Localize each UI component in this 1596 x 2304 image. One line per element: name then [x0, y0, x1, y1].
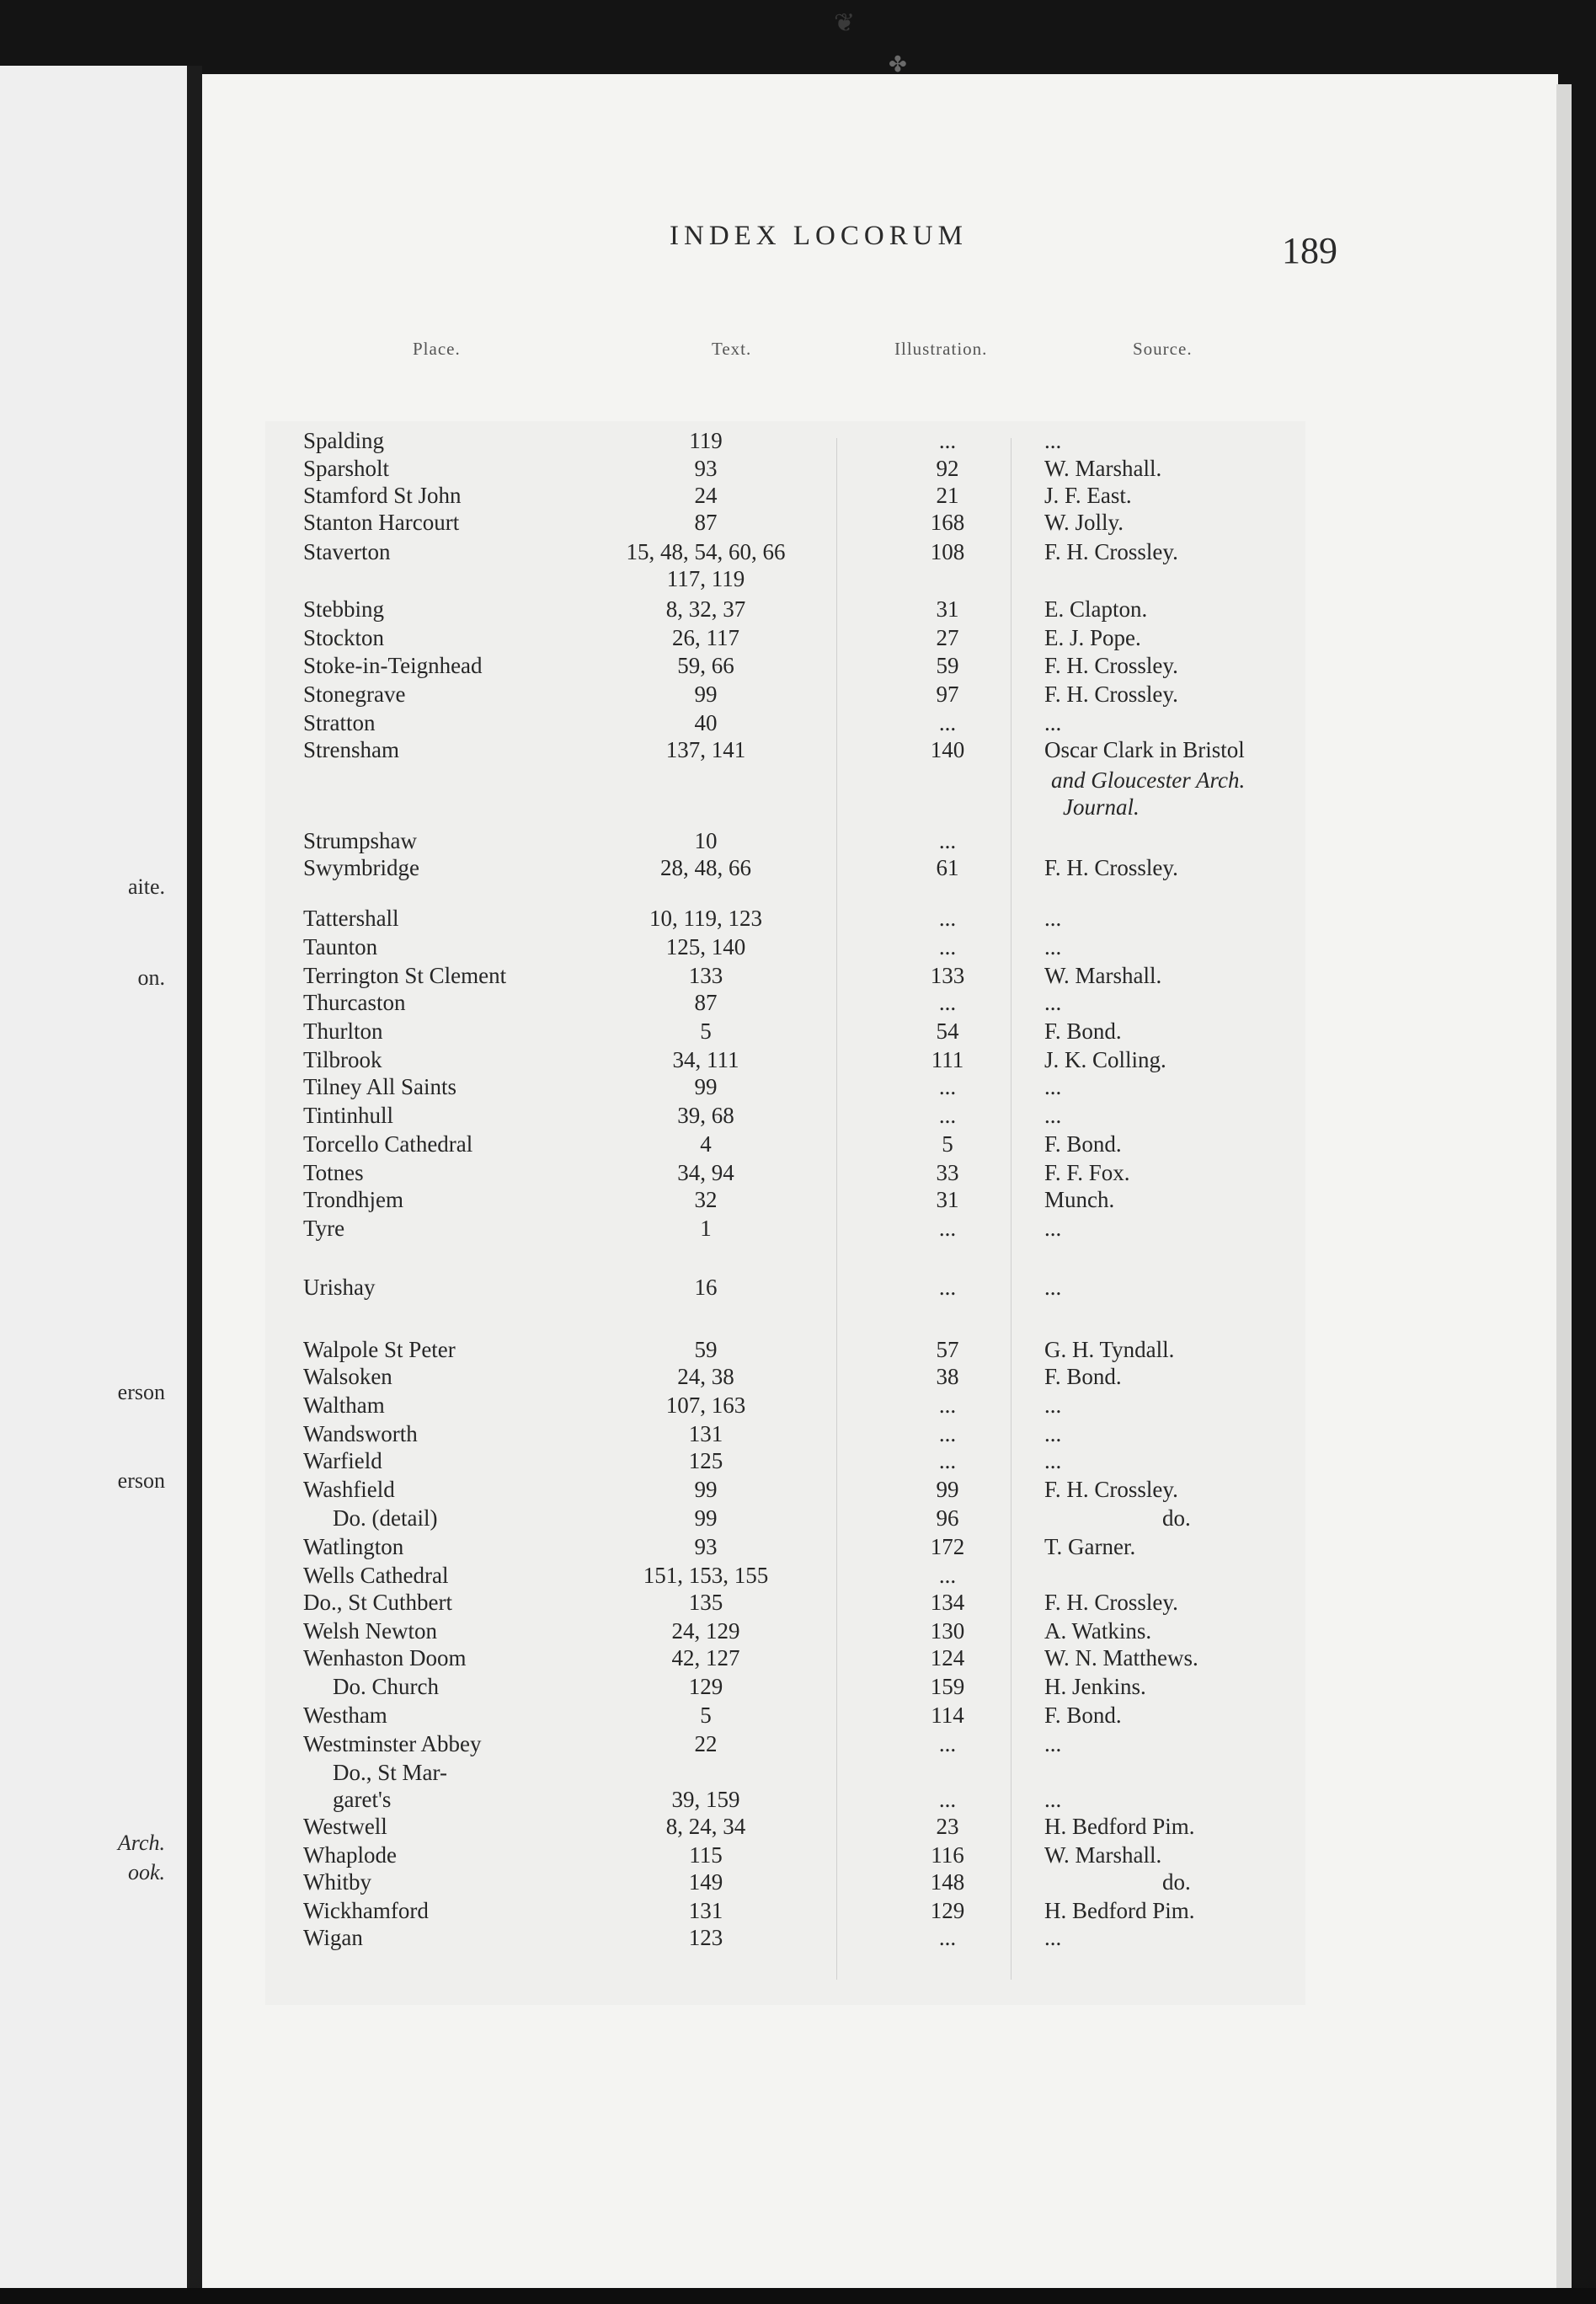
entry-text-pages: 59	[694, 1337, 718, 1362]
entry-place: Tyre	[303, 1216, 345, 1241]
entry-place: Taunton	[303, 934, 378, 960]
index-entry	[0, 1784, 1596, 1815]
entry-place: garet's	[333, 1787, 392, 1812]
entry-illustration-page: 38	[936, 1364, 959, 1389]
entry-place: Do., St Cuthbert	[303, 1590, 453, 1615]
entry-source: ...	[1044, 990, 1062, 1015]
entry-source: W. Jolly.	[1044, 510, 1124, 535]
entry-place: Stebbing	[303, 596, 385, 622]
entry-text-pages: 26, 117	[672, 625, 739, 650]
entry-illustration-page: 21	[936, 483, 959, 508]
entry-place: Westwell	[303, 1814, 387, 1839]
entry-text-pages: 5	[700, 1018, 712, 1044]
entry-place: Thurcaston	[303, 990, 406, 1015]
entry-text-pages: 1	[700, 1216, 712, 1241]
index-entry	[0, 507, 1596, 537]
entry-place: Totnes	[303, 1160, 364, 1185]
entry-source: F. Bond.	[1044, 1131, 1122, 1157]
entry-text-pages: 125	[688, 1448, 723, 1473]
entry-source: ...	[1044, 906, 1062, 931]
entry-place: Watlington	[303, 1534, 404, 1559]
entry-text-pages: 135	[688, 1590, 723, 1615]
entry-illustration-page: ...	[938, 1563, 957, 1588]
entry-illustration-page: 97	[936, 682, 959, 707]
index-entry	[0, 679, 1596, 709]
entry-place: Strensham	[303, 737, 399, 762]
entry-text-pages: 137, 141	[665, 737, 746, 762]
entry-text-pages: 42, 127	[671, 1645, 740, 1671]
entry-source: H. Bedford Pim.	[1044, 1898, 1195, 1923]
entry-illustration-page: ...	[938, 1448, 957, 1473]
entry-illustration-page: ...	[938, 1787, 957, 1812]
entry-source: Oscar Clark in Bristol	[1044, 737, 1245, 762]
facing-page-fragment: Arch.	[117, 1831, 165, 1855]
entry-illustration-page: 108	[930, 539, 965, 564]
entry-illustration-page: 5	[942, 1131, 953, 1157]
entry-place: Stamford St John	[303, 483, 462, 508]
scan-speck: ❦	[834, 9, 856, 37]
entry-source: F. F. Fox.	[1044, 1160, 1130, 1185]
entry-illustration-page: ...	[938, 1275, 957, 1300]
entry-illustration-page: 159	[930, 1674, 965, 1699]
index-entry	[0, 1129, 1596, 1159]
entry-place: Tilbrook	[303, 1047, 382, 1072]
entry-source: J. K. Colling.	[1044, 1047, 1166, 1072]
entry-source: ...	[1044, 1731, 1062, 1756]
entry-source: ...	[1044, 710, 1062, 735]
entry-illustration-page: 114	[931, 1703, 964, 1728]
entry-place: Westminster Abbey	[303, 1731, 482, 1756]
entry-text-pages: 131	[688, 1421, 723, 1446]
entry-place: Sparsholt	[303, 456, 390, 481]
index-entry	[0, 792, 1596, 822]
entry-place: Warfield	[303, 1448, 382, 1473]
entry-text-pages: 5	[700, 1703, 712, 1728]
entry-source: W. N. Matthews.	[1044, 1645, 1198, 1671]
entry-illustration-page: 111	[931, 1047, 964, 1072]
entry-text-pages: 34, 111	[672, 1047, 739, 1072]
scan-border	[0, 2288, 1596, 2304]
entry-illustration-page: ...	[938, 934, 957, 960]
entry-illustration-page: ...	[938, 710, 957, 735]
entry-illustration-page: 61	[936, 855, 959, 880]
entry-illustration-page: 172	[930, 1534, 965, 1559]
index-entry	[0, 1729, 1596, 1759]
entry-text-pages: 24	[694, 483, 718, 508]
entry-text-pages: 39, 68	[677, 1103, 734, 1128]
index-entry	[0, 1757, 1596, 1788]
entry-place: Tattershall	[303, 906, 399, 931]
entry-text-pages: 10, 119, 123	[649, 906, 762, 931]
entry-illustration-page: 124	[930, 1645, 965, 1671]
entry-illustration-page: ...	[938, 828, 957, 853]
entry-source: F. Bond.	[1044, 1703, 1122, 1728]
index-entry	[0, 1184, 1596, 1215]
entry-source: ...	[1044, 1275, 1062, 1300]
entry-text-pages: 107, 163	[665, 1393, 746, 1418]
entry-place: Terrington St Clement	[303, 963, 507, 988]
index-entry	[0, 425, 1596, 456]
index-entry	[0, 765, 1596, 795]
index-entry	[0, 1213, 1596, 1243]
entry-place: Welsh Newton	[303, 1618, 438, 1644]
index-entry	[0, 1587, 1596, 1617]
scan-speck: ✤	[889, 52, 907, 77]
entry-illustration-page: 148	[930, 1869, 965, 1895]
entry-source: A. Watkins.	[1044, 1618, 1152, 1644]
entry-source: ...	[1044, 1448, 1062, 1473]
entry-text-pages: 115	[689, 1842, 723, 1868]
entry-source: ...	[1044, 1074, 1062, 1099]
index-entry	[0, 1922, 1596, 1953]
entry-text-pages: 133	[688, 963, 723, 988]
entry-illustration-page: 59	[936, 653, 959, 678]
entry-source: F. Bond.	[1044, 1364, 1122, 1389]
entry-illustration-page: ...	[938, 428, 957, 453]
entry-place: Stoke-in-Teignhead	[303, 653, 483, 678]
column-header-text: Text.	[712, 339, 752, 359]
entry-source: H. Bedford Pim.	[1044, 1814, 1195, 1839]
entry-illustration-page: 99	[936, 1477, 959, 1502]
entry-source: F. Bond.	[1044, 1018, 1122, 1044]
entry-source: ...	[1044, 934, 1062, 960]
entry-place: Do., St Mar-	[333, 1760, 447, 1785]
entry-illustration-page: ...	[938, 1731, 957, 1756]
index-entry	[0, 960, 1596, 991]
index-entry	[0, 650, 1596, 681]
entry-place: Stonegrave	[303, 682, 406, 707]
entry-illustration-page: 116	[931, 1842, 964, 1868]
index-entry	[0, 594, 1596, 624]
entry-text-pages: 22	[694, 1731, 718, 1756]
entry-illustration-page: ...	[938, 1393, 957, 1418]
entry-illustration-page: 31	[936, 596, 959, 622]
entry-place: Waltham	[303, 1393, 385, 1418]
entry-source: ...	[1044, 1421, 1062, 1446]
entry-illustration-page: 140	[930, 737, 965, 762]
index-entry	[0, 853, 1596, 883]
entry-place: Do. Church	[333, 1674, 439, 1699]
index-entry	[0, 826, 1596, 856]
entry-source: ...	[1044, 428, 1062, 453]
entry-source: Munch.	[1044, 1187, 1115, 1212]
entry-text-pages: 32	[694, 1187, 718, 1212]
entry-illustration-page: 168	[930, 510, 965, 535]
entry-illustration-page: 129	[930, 1898, 965, 1923]
entry-text-pages: 131	[688, 1898, 723, 1923]
entry-text-pages: 151, 153, 155	[643, 1563, 769, 1588]
facing-page-fragment: ook.	[127, 1860, 165, 1884]
index-entry	[0, 1503, 1596, 1533]
entry-text-pages: 24, 38	[677, 1364, 734, 1389]
index-entry	[0, 1532, 1596, 1562]
entry-place: Do. (detail)	[333, 1505, 438, 1531]
index-entry	[0, 735, 1596, 765]
facing-page-fragment: erson	[117, 1380, 165, 1404]
entry-text-pages: 40	[694, 710, 718, 735]
entry-source: ...	[1044, 1393, 1062, 1418]
entry-source: ...	[1044, 1925, 1062, 1950]
entry-source: ...	[1044, 1787, 1062, 1812]
column-header-illustration: Illustration.	[894, 339, 988, 359]
entry-text-pages: 99	[694, 1074, 718, 1099]
entry-text-pages: 16	[694, 1275, 718, 1300]
entry-source: F. H. Crossley.	[1044, 1590, 1178, 1615]
entry-illustration-page: 54	[936, 1018, 959, 1044]
entry-place: Wenhaston Doom	[303, 1645, 467, 1671]
entry-text-pages: 39, 159	[671, 1787, 740, 1812]
running-head: INDEX LOCORUM	[670, 221, 968, 251]
entry-text-pages: 123	[688, 1925, 723, 1950]
entry-text-pages: 8, 32, 37	[665, 596, 746, 622]
entry-place: Trondhjem	[303, 1187, 404, 1212]
entry-source: H. Jenkins.	[1044, 1674, 1146, 1699]
entry-place: Stockton	[303, 625, 385, 650]
entry-source: J. F. East.	[1044, 483, 1132, 508]
entry-place: Urishay	[303, 1275, 376, 1300]
entry-place: Walpole St Peter	[303, 1337, 456, 1362]
entry-text-pages: 59, 66	[677, 653, 734, 678]
entry-place: Tintinhull	[303, 1103, 394, 1128]
entry-source: F. H. Crossley.	[1044, 855, 1178, 880]
entry-illustration-page: ...	[938, 1421, 957, 1446]
entry-source: F. H. Crossley.	[1044, 539, 1178, 564]
entry-source: ...	[1044, 1216, 1062, 1241]
facing-page-fragment: on.	[137, 965, 165, 990]
entry-place: Wells Cathedral	[303, 1563, 449, 1588]
index-entry	[0, 1671, 1596, 1702]
entry-text-pages: 149	[688, 1869, 723, 1895]
index-entry	[0, 480, 1596, 511]
entry-place: Staverton	[303, 539, 391, 564]
entry-text-pages: 4	[700, 1131, 712, 1157]
entry-illustration-page: 92	[936, 456, 959, 481]
entry-source: F. H. Crossley.	[1044, 682, 1178, 707]
index-entry	[0, 1895, 1596, 1926]
entry-illustration-page: 31	[936, 1187, 959, 1212]
entry-text-pages: 15, 48, 54, 60, 66	[626, 539, 786, 564]
entry-text-pages: 99	[694, 1505, 718, 1531]
entry-place: Wigan	[303, 1925, 363, 1950]
facing-page-fragment: aite.	[127, 874, 165, 899]
index-entry	[0, 1811, 1596, 1842]
entry-illustration-page: ...	[938, 1074, 957, 1099]
entry-place: Torcello Cathedral	[303, 1131, 473, 1157]
entry-source: W. Marshall.	[1044, 456, 1162, 481]
index-entry	[0, 1867, 1596, 1897]
entry-place: Wandsworth	[303, 1421, 418, 1446]
entry-place: Washfield	[303, 1477, 395, 1502]
entry-text-pages: 117, 119	[666, 566, 745, 591]
index-entry	[0, 1560, 1596, 1590]
index-entry	[0, 1361, 1596, 1392]
index-entry	[0, 1643, 1596, 1673]
index-entry	[0, 1390, 1596, 1420]
index-entry	[0, 1334, 1596, 1365]
entry-text-pages: 99	[694, 682, 718, 707]
entry-illustration-page: 27	[936, 625, 959, 650]
entry-text-pages: 99	[694, 1477, 718, 1502]
entry-illustration-page: 23	[936, 1814, 959, 1839]
entry-place: Whitby	[303, 1869, 371, 1895]
entry-place: Strumpshaw	[303, 828, 417, 853]
entry-place: Walsoken	[303, 1364, 392, 1389]
entry-source: and Gloucester Arch.	[1051, 767, 1246, 793]
entry-source: F. H. Crossley.	[1044, 1477, 1178, 1502]
entry-text-pages: 93	[694, 456, 718, 481]
index-entry	[0, 1419, 1596, 1449]
entry-source: T. Garner.	[1044, 1534, 1136, 1559]
entry-illustration-page: 134	[930, 1590, 965, 1615]
index-entry	[0, 1272, 1596, 1302]
entry-place: Wickhamford	[303, 1898, 429, 1923]
entry-source: do.	[1162, 1505, 1191, 1531]
entry-source: W. Marshall.	[1044, 1842, 1162, 1868]
entry-place: Spalding	[303, 428, 385, 453]
entry-place: Tilney All Saints	[303, 1074, 457, 1099]
page-number: 189	[1282, 230, 1337, 271]
column-header-place: Place.	[413, 339, 461, 359]
entry-text-pages: 24, 129	[671, 1618, 740, 1644]
entry-place: Whaplode	[303, 1842, 397, 1868]
entry-source: do.	[1162, 1869, 1191, 1895]
index-entry	[0, 1016, 1596, 1046]
index-entry	[0, 1045, 1596, 1075]
entry-illustration-page: ...	[938, 990, 957, 1015]
entry-illustration-page: 57	[936, 1337, 959, 1362]
index-entry	[0, 623, 1596, 653]
entry-text-pages: 8, 24, 34	[665, 1814, 746, 1839]
index-entry	[0, 1474, 1596, 1505]
column-header-source: Source.	[1133, 339, 1193, 359]
index-entry	[0, 1446, 1596, 1476]
entry-illustration-page: 130	[930, 1618, 965, 1644]
index-entry	[0, 1100, 1596, 1131]
entry-text-pages: 87	[694, 510, 718, 535]
entry-source: F. H. Crossley.	[1044, 653, 1178, 678]
entry-illustration-page: 133	[930, 963, 965, 988]
index-entry	[0, 1700, 1596, 1730]
entry-text-pages: 129	[688, 1674, 723, 1699]
index-entry	[0, 453, 1596, 484]
entry-illustration-page: 33	[936, 1160, 959, 1185]
index-entry	[0, 903, 1596, 933]
index-entry	[0, 932, 1596, 962]
entry-illustration-page: 96	[936, 1505, 959, 1531]
index-entry	[0, 564, 1596, 594]
entry-source: Journal.	[1063, 794, 1140, 820]
index-entry	[0, 708, 1596, 738]
entry-source: G. H. Tyndall.	[1044, 1337, 1175, 1362]
entry-source: E. Clapton.	[1044, 596, 1148, 622]
entry-place: Stratton	[303, 710, 376, 735]
entry-text-pages: 34, 94	[677, 1160, 734, 1185]
entry-text-pages: 93	[694, 1534, 718, 1559]
entry-source: W. Marshall.	[1044, 963, 1162, 988]
entry-text-pages: 125, 140	[665, 934, 746, 960]
index-entry	[0, 1616, 1596, 1646]
index-entry	[0, 1072, 1596, 1102]
entry-text-pages: 119	[689, 428, 723, 453]
entry-place: Stanton Harcourt	[303, 510, 460, 535]
entry-illustration-page: ...	[938, 906, 957, 931]
facing-page-fragment: erson	[117, 1468, 165, 1493]
index-entry	[0, 1840, 1596, 1870]
entry-source: ...	[1044, 1103, 1062, 1128]
entry-text-pages: 10	[694, 828, 718, 853]
entry-text-pages: 87	[694, 990, 718, 1015]
entry-text-pages: 28, 48, 66	[660, 855, 751, 880]
entry-place: Swymbridge	[303, 855, 419, 880]
entry-place: Thurlton	[303, 1018, 383, 1044]
entry-illustration-page: ...	[938, 1103, 957, 1128]
entry-source: E. J. Pope.	[1044, 625, 1141, 650]
index-entry	[0, 537, 1596, 567]
index-entry	[0, 1157, 1596, 1188]
entry-illustration-page: ...	[938, 1216, 957, 1241]
entry-illustration-page: ...	[938, 1925, 957, 1950]
entry-place: Westham	[303, 1703, 387, 1728]
index-entry	[0, 987, 1596, 1018]
